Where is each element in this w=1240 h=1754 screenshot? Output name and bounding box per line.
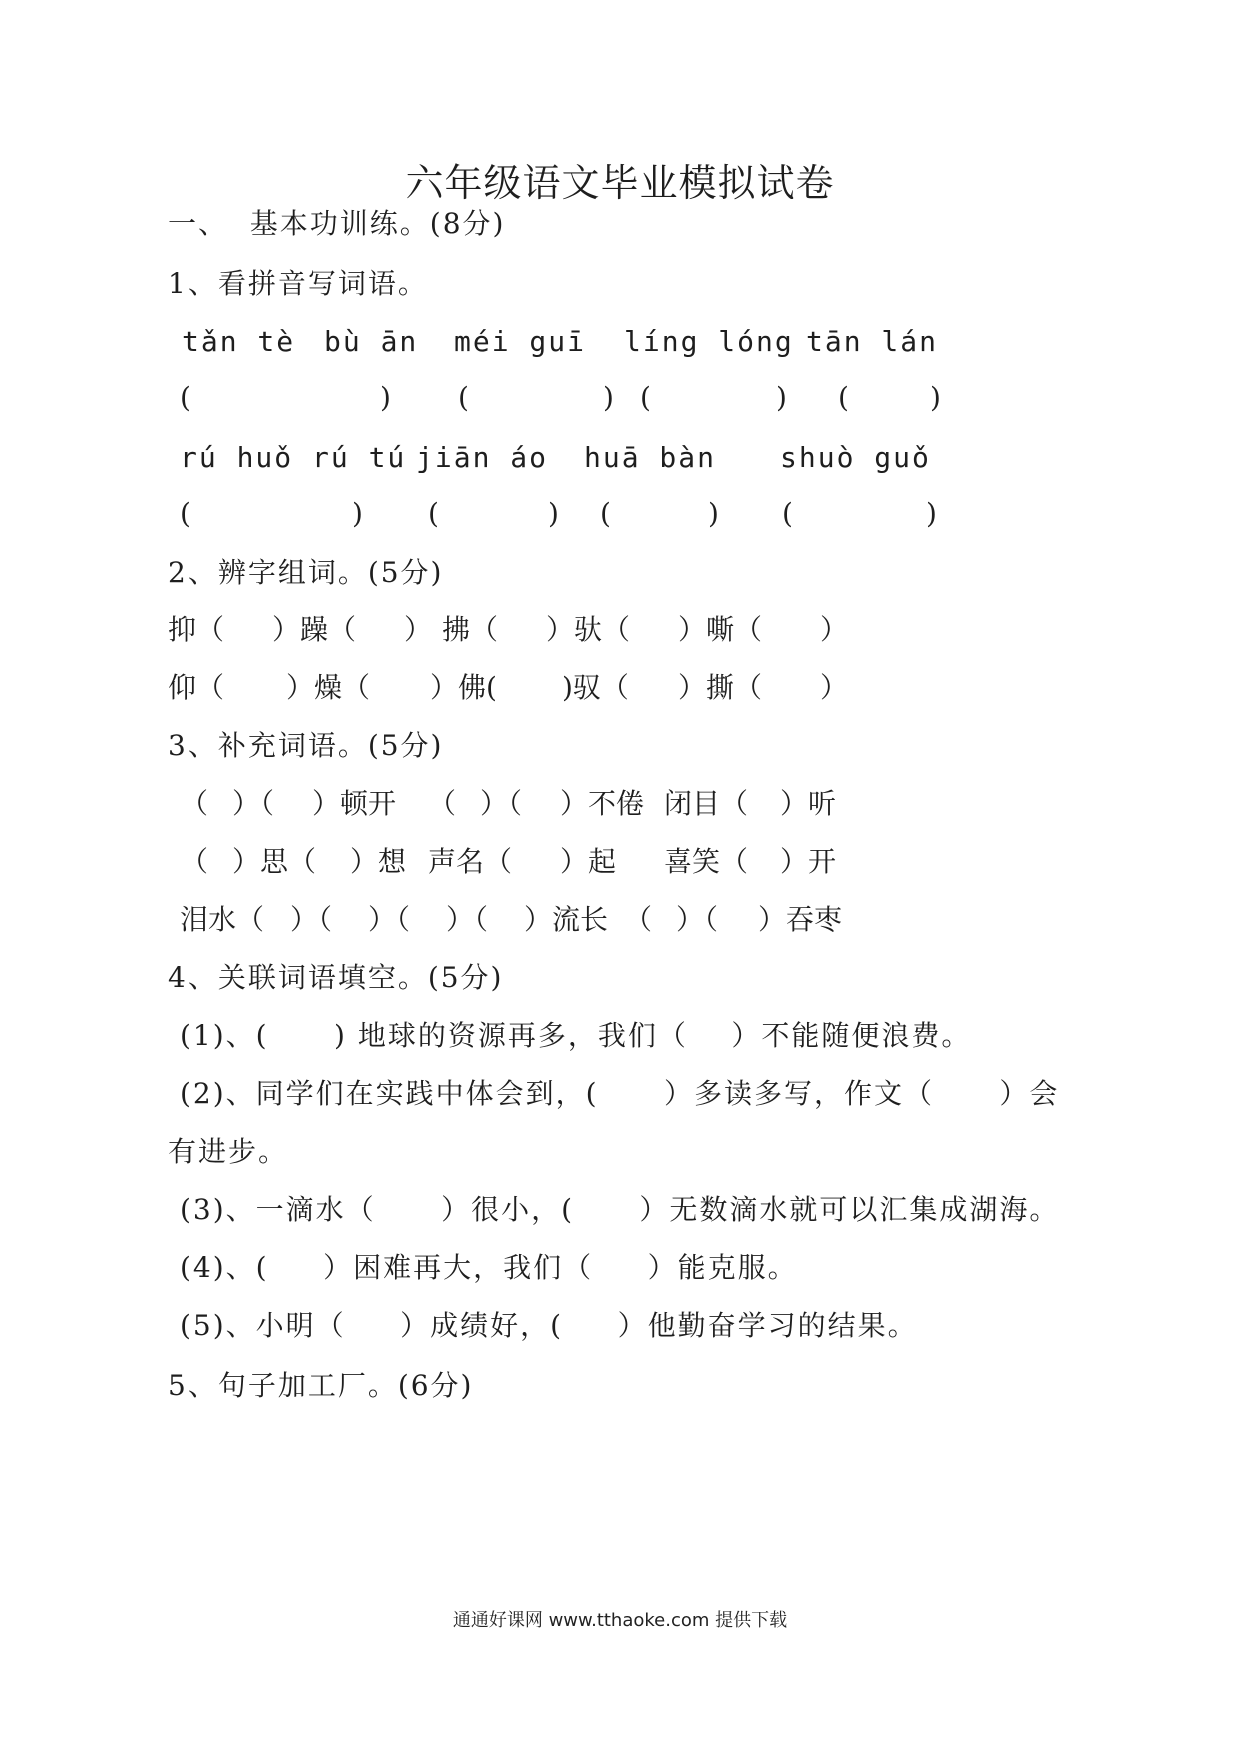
- q4-sentence-4: (4)、( ）困难再大，我们（ ）能克服。: [180, 1251, 798, 1284]
- word-item: ）撕（: [678, 671, 763, 704]
- idiom-part: ）想: [350, 845, 407, 878]
- word-item: ）佛(: [430, 671, 497, 704]
- answer-paren-close: ): [603, 381, 614, 414]
- idiom-part: ）听: [780, 787, 837, 820]
- answer-paren-close: ): [930, 381, 941, 414]
- word-item: ）燥（: [286, 671, 371, 704]
- answer-paren-open: (: [180, 497, 191, 530]
- idiom-part: （: [428, 787, 457, 820]
- idiom-part: ）流长: [524, 903, 609, 936]
- pinyin-word: bù ān: [324, 325, 419, 358]
- idiom-part: 闭目（: [664, 787, 749, 820]
- idiom-part: （: [624, 903, 653, 936]
- answer-paren-close: ): [776, 381, 787, 414]
- pinyin-word: huā bàn: [584, 441, 717, 474]
- idiom-part: ）（: [232, 787, 275, 820]
- answer-paren-close: ): [380, 381, 391, 414]
- idiom-part: ）（: [480, 787, 523, 820]
- pinyin-word: shuò guǒ: [780, 441, 931, 474]
- q5-heading: 5、句子加工厂。(6分): [168, 1369, 474, 1402]
- word-item: ）驮（: [546, 613, 631, 646]
- pinyin-word: tǎn tè: [182, 325, 296, 358]
- pinyin-word: rú huǒ rú tú: [180, 441, 407, 474]
- word-item: 抑（: [168, 613, 225, 646]
- idiom-part: ）顿开: [312, 787, 397, 820]
- answer-paren-open: (: [600, 497, 611, 530]
- idiom-part: ）开: [780, 845, 837, 878]
- pinyin-word: líng lóng: [624, 325, 794, 358]
- idiom-part: ）吞枣: [758, 903, 843, 936]
- answer-paren-open: (: [180, 381, 191, 414]
- answer-paren-open: (: [428, 497, 439, 530]
- q4-heading: 4、关联词语填空。(5分): [168, 961, 504, 994]
- pinyin-word: tān lán: [806, 325, 939, 358]
- idiom-part: ）（: [676, 903, 719, 936]
- word-item: 拂（: [442, 613, 499, 646]
- word-item: ）: [404, 613, 433, 646]
- idiom-part: ）（: [368, 903, 411, 936]
- pinyin-word: jiān áo: [416, 441, 549, 474]
- word-item: ）嘶（: [678, 613, 763, 646]
- answer-paren-open: (: [838, 381, 849, 414]
- page-title: 六年级语文毕业模拟试卷: [405, 161, 835, 205]
- word-item: ）: [820, 613, 849, 646]
- idiom-part: （: [180, 787, 209, 820]
- answer-paren-open: (: [782, 497, 793, 530]
- idiom-part: ）（: [290, 903, 333, 936]
- idiom-part: （: [180, 845, 209, 878]
- idiom-part: 喜笑（: [664, 845, 749, 878]
- word-item: ）: [820, 671, 849, 704]
- word-item: ）躁（: [272, 613, 357, 646]
- answer-paren-close: ): [548, 497, 559, 530]
- q4-sentence-1: (1)、( ) 地球的资源再多，我们（ ）不能随便浪费。: [180, 1019, 972, 1052]
- answer-paren-close: ): [926, 497, 937, 530]
- page-footer: 通通好课网 www.tthaoke.com 提供下载: [452, 1610, 788, 1631]
- idiom-part: ）（: [446, 903, 489, 936]
- answer-paren-open: (: [640, 381, 651, 414]
- q2-heading: 2、辨字组词。(5分): [168, 556, 444, 589]
- section-heading-1: 一、 基本功训练。(8分): [168, 207, 506, 240]
- q4-sentence-3: (3)、一滴水（ ）很小，( ）无数滴水就可以汇集成湖海。: [180, 1193, 1060, 1226]
- q4-sentence-2-cont: 有进步。: [168, 1135, 289, 1168]
- idiom-part: 泪水（: [180, 903, 265, 936]
- answer-paren-close: ): [352, 497, 363, 530]
- pinyin-word: méi guī: [454, 325, 587, 358]
- idiom-part: 声名（: [428, 845, 513, 878]
- word-item: )驭（: [562, 671, 629, 704]
- answer-paren-open: (: [458, 381, 469, 414]
- q4-sentence-2: (2)、同学们在实践中体会到，( ）多读多写，作文（ ）会: [180, 1077, 1060, 1110]
- idiom-part: ）起: [560, 845, 617, 878]
- q4-sentence-5: (5)、小明（ ）成绩好，( ）他勤奋学习的结果。: [180, 1309, 918, 1342]
- word-item: 仰（: [168, 671, 225, 704]
- idiom-part: ）思（: [232, 845, 317, 878]
- idiom-part: ）不倦: [560, 787, 645, 820]
- q3-heading: 3、补充词语。(5分): [168, 729, 444, 762]
- q1-heading: 1、看拼音写词语。: [168, 267, 428, 300]
- answer-paren-close: ): [708, 497, 719, 530]
